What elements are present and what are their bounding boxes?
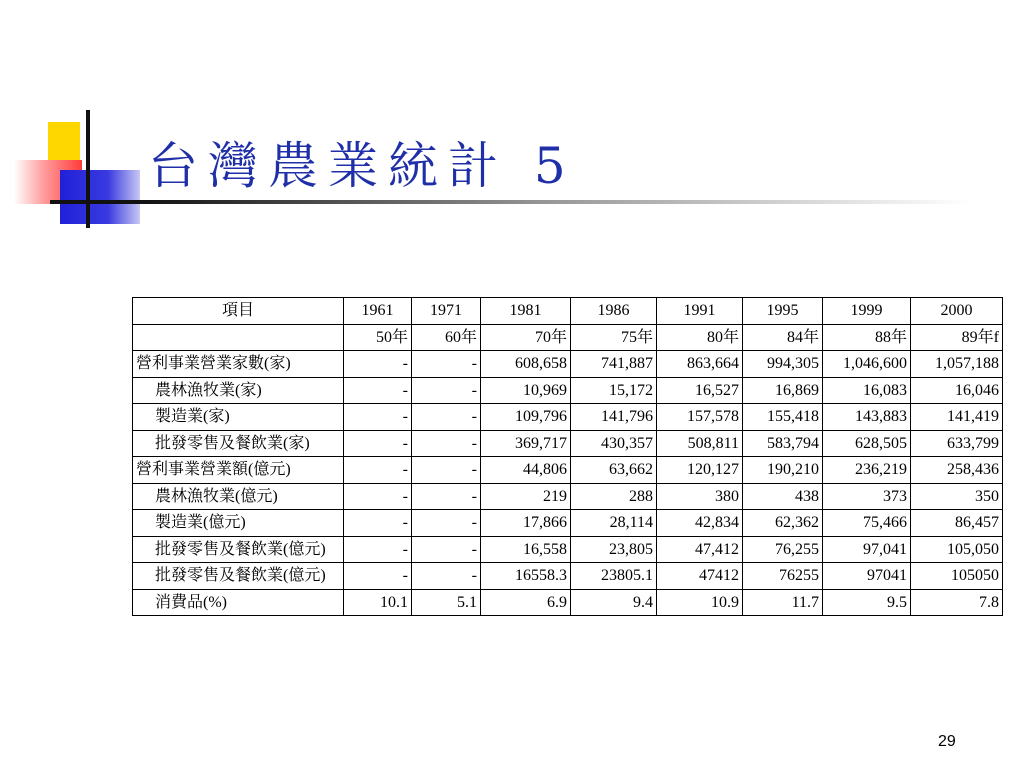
value-cell: 863,664 [657, 351, 743, 378]
row-label-cell: 批發零售及餐飲業(億元) [133, 536, 344, 563]
value-cell: - [412, 377, 481, 404]
value-cell: 47412 [657, 563, 743, 590]
value-cell: 380 [657, 483, 743, 510]
value-cell: 190,210 [743, 457, 823, 484]
value-cell: - [344, 536, 412, 563]
roc-year-header-cell: 88年 [823, 324, 911, 351]
value-cell: 741,887 [571, 351, 657, 378]
value-cell: - [344, 483, 412, 510]
value-cell: - [344, 457, 412, 484]
value-cell: 7.8 [911, 589, 1003, 616]
year-header-cell: 1981 [481, 298, 571, 325]
value-cell: 1,057,188 [911, 351, 1003, 378]
value-cell: - [344, 404, 412, 431]
table-row [133, 457, 1003, 484]
value-cell: 143,883 [823, 404, 911, 431]
table-row [133, 563, 1003, 590]
roc-year-header-cell: 75年 [571, 324, 657, 351]
roc-year-header-cell: 80年 [657, 324, 743, 351]
value-cell: 10.9 [657, 589, 743, 616]
value-cell: 10.1 [344, 589, 412, 616]
value-cell: - [344, 510, 412, 537]
value-cell: - [412, 404, 481, 431]
row-label-cell: 營利事業營業家數(家) [133, 351, 344, 378]
year-header-cell: 1961 [344, 298, 412, 325]
value-cell: 288 [571, 483, 657, 510]
value-cell: 9.4 [571, 589, 657, 616]
value-cell: - [412, 351, 481, 378]
value-cell: 28,114 [571, 510, 657, 537]
decor-vertical-line [86, 110, 90, 228]
value-cell: 583,794 [743, 430, 823, 457]
value-cell: - [412, 536, 481, 563]
header-label-cell: 項目 [133, 298, 344, 325]
value-cell: 236,219 [823, 457, 911, 484]
table-body [133, 298, 1003, 616]
value-cell: - [344, 430, 412, 457]
value-cell: 16,083 [823, 377, 911, 404]
empty-header-cell [133, 324, 344, 351]
value-cell: 438 [743, 483, 823, 510]
decor-blue-square [60, 170, 140, 224]
value-cell: 16,046 [911, 377, 1003, 404]
value-cell: 120,127 [657, 457, 743, 484]
year-header-cell: 1995 [743, 298, 823, 325]
table-header-row-years [133, 298, 1003, 325]
row-label-cell: 農林漁牧業(億元) [133, 483, 344, 510]
value-cell: 15,172 [571, 377, 657, 404]
year-header-cell: 2000 [911, 298, 1003, 325]
roc-year-header-cell: 89年f [911, 324, 1003, 351]
value-cell: 9.5 [823, 589, 911, 616]
value-cell: 17,866 [481, 510, 571, 537]
value-cell: 23805.1 [571, 563, 657, 590]
table-row [133, 510, 1003, 537]
table-row [133, 536, 1003, 563]
value-cell: 105050 [911, 563, 1003, 590]
roc-year-header-cell: 60年 [412, 324, 481, 351]
table-header-row-roc-years [133, 324, 1003, 351]
value-cell: 258,436 [911, 457, 1003, 484]
value-cell: 11.7 [743, 589, 823, 616]
roc-year-header-cell: 50年 [344, 324, 412, 351]
value-cell: 5.1 [412, 589, 481, 616]
table-row [133, 430, 1003, 457]
value-cell: 63,662 [571, 457, 657, 484]
value-cell: 6.9 [481, 589, 571, 616]
table-row [133, 404, 1003, 431]
value-cell: 86,457 [911, 510, 1003, 537]
row-label-cell: 批發零售及餐飲業(家) [133, 430, 344, 457]
row-label-cell: 營利事業營業額(億元) [133, 457, 344, 484]
value-cell: - [344, 351, 412, 378]
value-cell: 97,041 [823, 536, 911, 563]
value-cell: 16,558 [481, 536, 571, 563]
value-cell: 109,796 [481, 404, 571, 431]
value-cell: - [412, 563, 481, 590]
value-cell: 44,806 [481, 457, 571, 484]
value-cell: 633,799 [911, 430, 1003, 457]
value-cell: 16,527 [657, 377, 743, 404]
value-cell: 508,811 [657, 430, 743, 457]
row-label-cell: 批發零售及餐飲業(億元) [133, 563, 344, 590]
title-underline [50, 200, 970, 204]
value-cell: - [344, 377, 412, 404]
table-row [133, 351, 1003, 378]
value-cell: 76,255 [743, 536, 823, 563]
value-cell: 350 [911, 483, 1003, 510]
table-row [133, 377, 1003, 404]
slide-title: 台灣農業統計 5 [148, 137, 576, 195]
value-cell: - [412, 457, 481, 484]
table-row [133, 483, 1003, 510]
value-cell: - [412, 510, 481, 537]
value-cell: - [344, 563, 412, 590]
value-cell: 16558.3 [481, 563, 571, 590]
page-number: 29 [938, 733, 956, 750]
value-cell: 155,418 [743, 404, 823, 431]
value-cell: 97041 [823, 563, 911, 590]
statistics-table [132, 297, 1003, 616]
value-cell: 76255 [743, 563, 823, 590]
value-cell: 369,717 [481, 430, 571, 457]
value-cell: 42,834 [657, 510, 743, 537]
row-label-cell: 製造業(億元) [133, 510, 344, 537]
roc-year-header-cell: 84年 [743, 324, 823, 351]
year-header-cell: 1986 [571, 298, 657, 325]
value-cell: 105,050 [911, 536, 1003, 563]
value-cell: 47,412 [657, 536, 743, 563]
value-cell: 430,357 [571, 430, 657, 457]
value-cell: 373 [823, 483, 911, 510]
value-cell: 994,305 [743, 351, 823, 378]
roc-year-header-cell: 70年 [481, 324, 571, 351]
value-cell: 141,419 [911, 404, 1003, 431]
year-header-cell: 1991 [657, 298, 743, 325]
row-label-cell: 農林漁牧業(家) [133, 377, 344, 404]
value-cell: 62,362 [743, 510, 823, 537]
value-cell: 141,796 [571, 404, 657, 431]
year-header-cell: 1999 [823, 298, 911, 325]
row-label-cell: 消費品(%) [133, 589, 344, 616]
value-cell: 628,505 [823, 430, 911, 457]
row-label-cell: 製造業(家) [133, 404, 344, 431]
value-cell: 23,805 [571, 536, 657, 563]
value-cell: 16,869 [743, 377, 823, 404]
value-cell: 75,466 [823, 510, 911, 537]
value-cell: - [412, 483, 481, 510]
value-cell: - [412, 430, 481, 457]
table-row [133, 589, 1003, 616]
value-cell: 219 [481, 483, 571, 510]
value-cell: 608,658 [481, 351, 571, 378]
year-header-cell: 1971 [412, 298, 481, 325]
value-cell: 10,969 [481, 377, 571, 404]
value-cell: 157,578 [657, 404, 743, 431]
value-cell: 1,046,600 [823, 351, 911, 378]
